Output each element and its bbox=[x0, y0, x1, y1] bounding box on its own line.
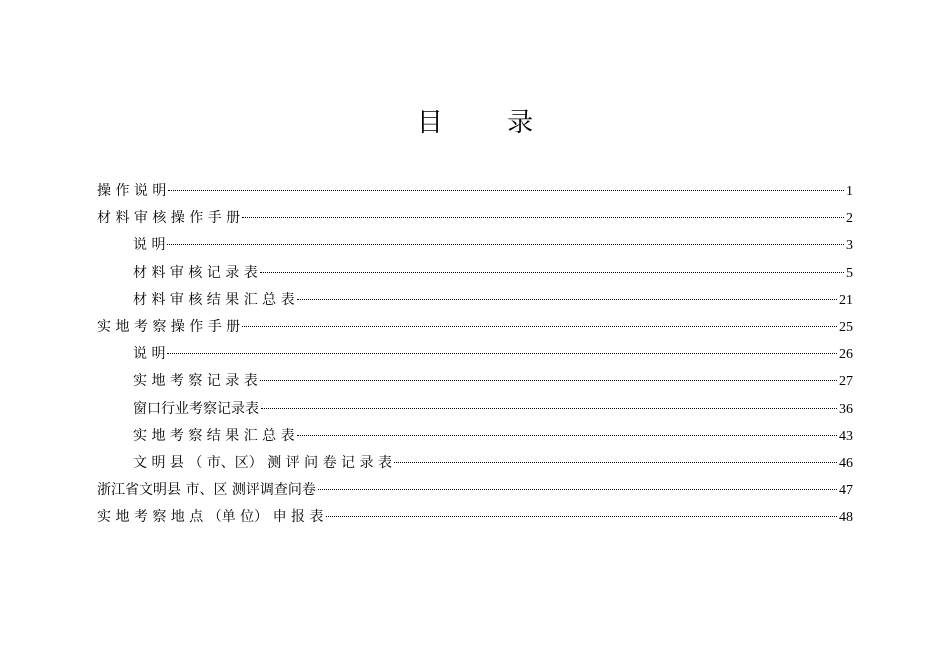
dot-leader bbox=[297, 435, 837, 436]
toc-entry-page: 48 bbox=[839, 510, 853, 526]
toc-entry-label: 浙江省文明县 市、区 测评调查问卷 bbox=[97, 482, 316, 499]
toc-entry-label: 实 地 考 察 结 果 汇 总 表 bbox=[133, 427, 295, 444]
toc-entry[interactable] bbox=[97, 232, 853, 259]
dot-leader bbox=[168, 190, 844, 191]
toc-entry-label: 实 地 考 察 操 作 手 册 bbox=[97, 318, 241, 335]
toc-entry-page: 21 bbox=[839, 292, 853, 308]
toc-entry-page: 46 bbox=[839, 455, 853, 471]
dot-leader bbox=[394, 462, 837, 463]
toc-title: 目 录 bbox=[416, 108, 562, 138]
dot-leader bbox=[167, 244, 844, 245]
toc-entry-page: 1 bbox=[846, 184, 853, 199]
toc-entry[interactable] bbox=[97, 341, 853, 368]
toc-entry-page: 2 bbox=[846, 211, 853, 227]
toc-entry[interactable] bbox=[97, 450, 853, 477]
toc-entry[interactable] bbox=[97, 477, 853, 504]
toc-entry-label: 文 明 县 （ 市、区） 测 评 问 卷 记 录 表 bbox=[133, 454, 392, 471]
dot-leader bbox=[297, 299, 837, 300]
dot-leader bbox=[260, 272, 844, 273]
dot-leader bbox=[242, 326, 837, 327]
dot-leader bbox=[242, 217, 844, 218]
toc-entry[interactable] bbox=[97, 423, 853, 450]
toc-entry[interactable] bbox=[97, 396, 853, 423]
dot-leader bbox=[261, 408, 837, 409]
toc-entry[interactable] bbox=[97, 205, 853, 232]
toc-entry[interactable] bbox=[97, 504, 853, 531]
toc-entry-label: 窗口行业考察记录表 bbox=[133, 400, 259, 417]
toc-entry-label: 材 料 审 核 操 作 手 册 bbox=[97, 210, 241, 227]
toc-entry-page: 43 bbox=[839, 428, 853, 444]
toc-entry-page: 26 bbox=[839, 347, 853, 363]
dot-leader bbox=[326, 516, 837, 517]
dot-leader bbox=[318, 489, 837, 490]
toc-entry-label: 材 料 审 核 记 录 表 bbox=[133, 264, 258, 281]
toc-entry-label: 说 明 bbox=[133, 237, 166, 254]
toc-entry[interactable] bbox=[97, 314, 853, 341]
toc-list bbox=[97, 178, 853, 531]
toc-entry-page: 36 bbox=[839, 401, 853, 417]
toc-entry-page: 5 bbox=[846, 265, 853, 281]
dot-leader bbox=[260, 380, 837, 381]
toc-entry-label: 实 地 考 察 记 录 表 bbox=[133, 373, 258, 390]
toc-entry-label: 说 明 bbox=[133, 346, 166, 363]
toc-entry-page: 25 bbox=[839, 319, 853, 335]
toc-entry[interactable] bbox=[97, 368, 853, 395]
toc-entry[interactable] bbox=[97, 287, 853, 314]
toc-entry-label: 材 料 审 核 结 果 汇 总 表 bbox=[133, 291, 295, 308]
dot-leader bbox=[167, 353, 837, 354]
toc-entry-label: 实 地 考 察 地 点 （单 位） 申 报 表 bbox=[97, 509, 324, 526]
toc-entry[interactable] bbox=[97, 260, 853, 287]
toc-entry-page: 27 bbox=[839, 374, 853, 390]
toc-entry-label: 操 作 说 明 bbox=[97, 183, 167, 199]
toc-entry[interactable] bbox=[97, 178, 853, 205]
toc-entry-page: 3 bbox=[846, 238, 853, 254]
toc-entry-page: 47 bbox=[839, 483, 853, 499]
